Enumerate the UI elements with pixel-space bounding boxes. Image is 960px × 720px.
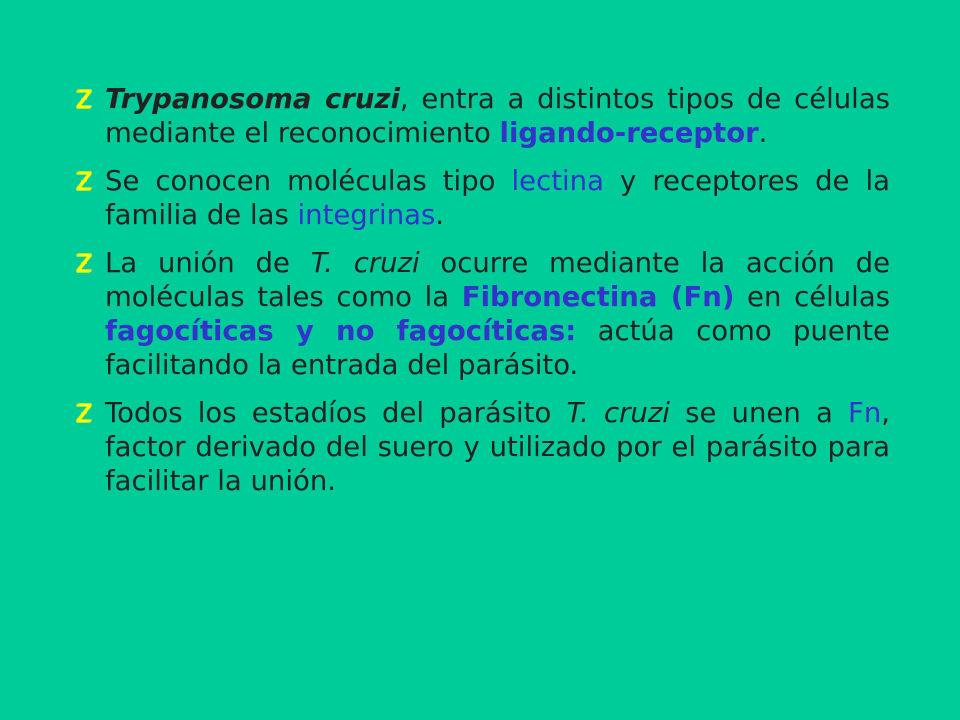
bullet-text-segment: lectina [511, 165, 604, 197]
z-bullet-icon [72, 164, 96, 198]
bullet-text-segment: T. cruzi [566, 397, 670, 429]
bullet-text [105, 165, 890, 231]
bullet-text-segment: ocurre mediante la acción de moléculas tales como la [105, 247, 890, 313]
bullet-item [72, 246, 890, 382]
bullet-text-segment: actúa como puente facilitando la entrada del parásito. [105, 315, 890, 381]
bullet-text-segment: . [435, 199, 445, 231]
bullet-text-segment: y receptores de la familia de las [105, 165, 890, 231]
bullet-text-segment: en células [734, 281, 891, 313]
bullet-text-segment: , factor derivado del suero y utilizado por el parásito para facilitar la unión. [105, 397, 890, 497]
bullet-item [72, 82, 890, 150]
bullet-text-segment: La unión de [105, 247, 311, 279]
bullet-item [72, 396, 890, 498]
z-bullet-icon [72, 82, 96, 116]
bullet-text-segment: fagocíticas y no fagocíticas: [105, 315, 577, 347]
bullet-text-segment: se unen a [669, 397, 848, 429]
bullet-text [105, 247, 890, 381]
bullet-text-segment: Se conocen moléculas tipo [105, 165, 512, 197]
bullet-text-segment: ligando-receptor [499, 117, 759, 149]
bullet-text-segment: integrinas [297, 199, 436, 231]
bullet-text-segment: Trypanosoma cruzi [105, 83, 400, 115]
z-bullet-icon [72, 396, 96, 430]
bullet-text-segment: Todos los estadíos del parásito [105, 397, 567, 429]
bullet-text [105, 397, 890, 497]
bullet-text [105, 83, 890, 149]
bullet-text-segment: T. cruzi [310, 247, 420, 279]
bullet-list [72, 82, 890, 512]
bullet-item [72, 164, 890, 232]
bullet-text-segment: , entra a distintos tipos de células mediante el reconocimiento [105, 83, 890, 149]
z-bullet-icon [72, 246, 96, 280]
bullet-text-segment: Fn [848, 397, 882, 429]
bullet-text-segment: Fibronectina (Fn) [461, 281, 735, 313]
bullet-text-segment: . [758, 117, 768, 149]
